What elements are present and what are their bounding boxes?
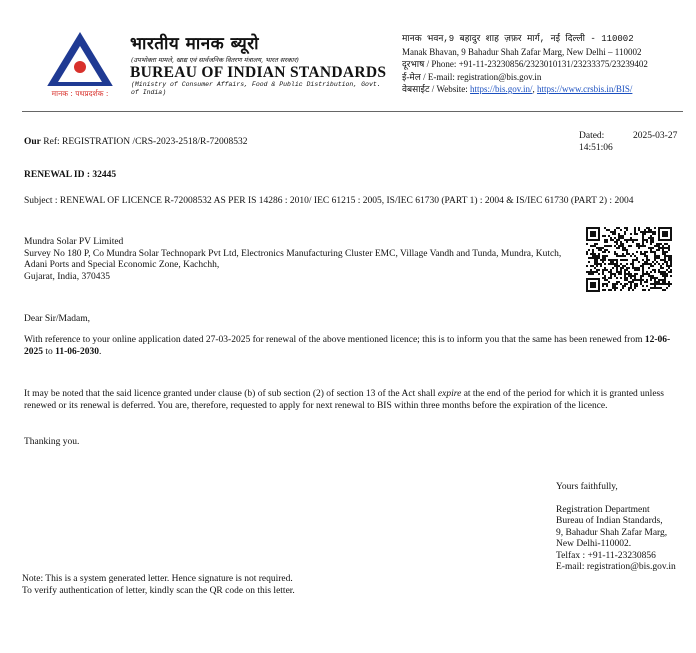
org-hindi-title: भारतीय मानक ब्यूरो: [130, 34, 260, 54]
closing: Yours faithfully,: [556, 482, 618, 492]
salutation: Dear Sir/Madam,: [24, 314, 90, 324]
recipient-address: [24, 237, 580, 283]
recipient-address-line1: Survey No 180 P, Co Mundra Solar Technopark Pvt Ltd, Electronics Manufacturing Cluster EMC, Village Vandh and Tunda, Mundra, Kutch, Adani Ports and Special Economic Zone, Kachchh,: [24, 248, 562, 270]
dated-label: Dated:: [579, 131, 605, 141]
subject-line: Subject : RENEWAL OF LICENCE R-72008532 AS PER IS 14286 : 2010/ IEC 61215 : 2005, IS/IEC 61730 (PART 1) : 2004 & IS/IEC 61730 (PART 2) : 2004: [24, 196, 634, 206]
recipient-address-line2: Gujarat, India, 370435: [24, 271, 111, 282]
address-line: Manak Bhavan, 9 Bahadur Shah Zafar Marg, New Delhi – 110002: [402, 46, 642, 57]
renewal-to-date: 11-06-2030: [55, 346, 99, 357]
expiry-paragraph: It may be noted that the said licence granted under clause (b) of sub section (2) of section 13 of the Act shall expire at the end of the period for which it is granted unless renewed or its renewal is deferred. You are, therefore, requested to apply for next renewal to BIS within three months before the expiration of the licence.: [24, 389, 664, 411]
renewal-from-date: 12-06-2025: [24, 335, 671, 357]
renewal-paragraph: With reference to your online application dated 27-03-2025 for renewal of the above mentioned licence; this is to inform you that the same has been renewed from 12-06-2025 to 11-06-2030.: [24, 335, 671, 357]
hindi-address: मानक भवन,9 बहादुर शाह ज़फ़र मार्ग, नई दिल्ली - 110002: [402, 34, 634, 44]
contact-block: [402, 33, 692, 96]
renewal-id: RENEWAL ID : 32445: [24, 170, 117, 180]
sig-city: New Delhi-110002.: [556, 539, 632, 549]
signature-block: [556, 482, 696, 574]
email-address: registration@bis.gov.in: [457, 71, 542, 82]
note-line2: To verify authentication of letter, kindly scan the QR code on this letter.: [22, 585, 295, 596]
system-note: [22, 574, 295, 597]
dated-date: 2025-03-27: [633, 131, 678, 141]
phone-line: दूरभाष / Phone: +91-11-23230856/2323010131/23233375/23239402: [402, 59, 648, 69]
sig-org: Bureau of Indian Standards,: [556, 516, 663, 526]
sig-email: E-mail: registration@bis.gov.in: [556, 562, 676, 572]
logo-caption: मानक : पथप्रदर्शक :: [51, 89, 109, 98]
reference-line: Our Ref: REGISTRATION /CRS-2023-2518/R-72008532: [24, 137, 248, 147]
sig-telfax: Telfax : +91-11-23230856: [556, 550, 656, 561]
website-link-crsbis[interactable]: https://www.crsbis.in/BIS/: [536, 84, 633, 94]
note-line1: Note: This is a system generated letter. Hence signature is not required.: [22, 574, 293, 584]
qr-code: [586, 227, 672, 292]
header-divider: [22, 111, 683, 112]
org-name: BUREAU OF INDIAN STANDARDS: [130, 64, 387, 81]
bis-logo: [42, 30, 118, 100]
recipient-name: Mundra Solar PV Limited: [24, 237, 124, 247]
email-line: ई-मेल / E-mail: registration@bis.gov.in: [402, 71, 542, 82]
website-link-bis[interactable]: https://bis.gov.in/: [470, 84, 533, 94]
sig-dept: Registration Department: [556, 504, 650, 515]
org-hindi-subtitle: (उपभोक्ता मामले, खाद्य एवं सार्वजनिक वितरण मंत्रालय, भारत सरकार): [131, 56, 299, 64]
sig-street: 9, Bahadur Shah Zafar Marg,: [556, 527, 668, 538]
thanks-line: Thanking you.: [24, 437, 80, 447]
dated-time: 14:51:06: [579, 143, 613, 153]
ministry-line: (Ministry of Consumer Affairs, Food & Public Distribution, Govt. of India): [131, 81, 381, 96]
website-line: वेबसाईट / Website: https://bis.gov.in/, https://www.crsbis.in/BIS/: [402, 84, 633, 94]
phone-number: +91-11-23230856/2323010131/23233375/23239402: [458, 59, 648, 69]
